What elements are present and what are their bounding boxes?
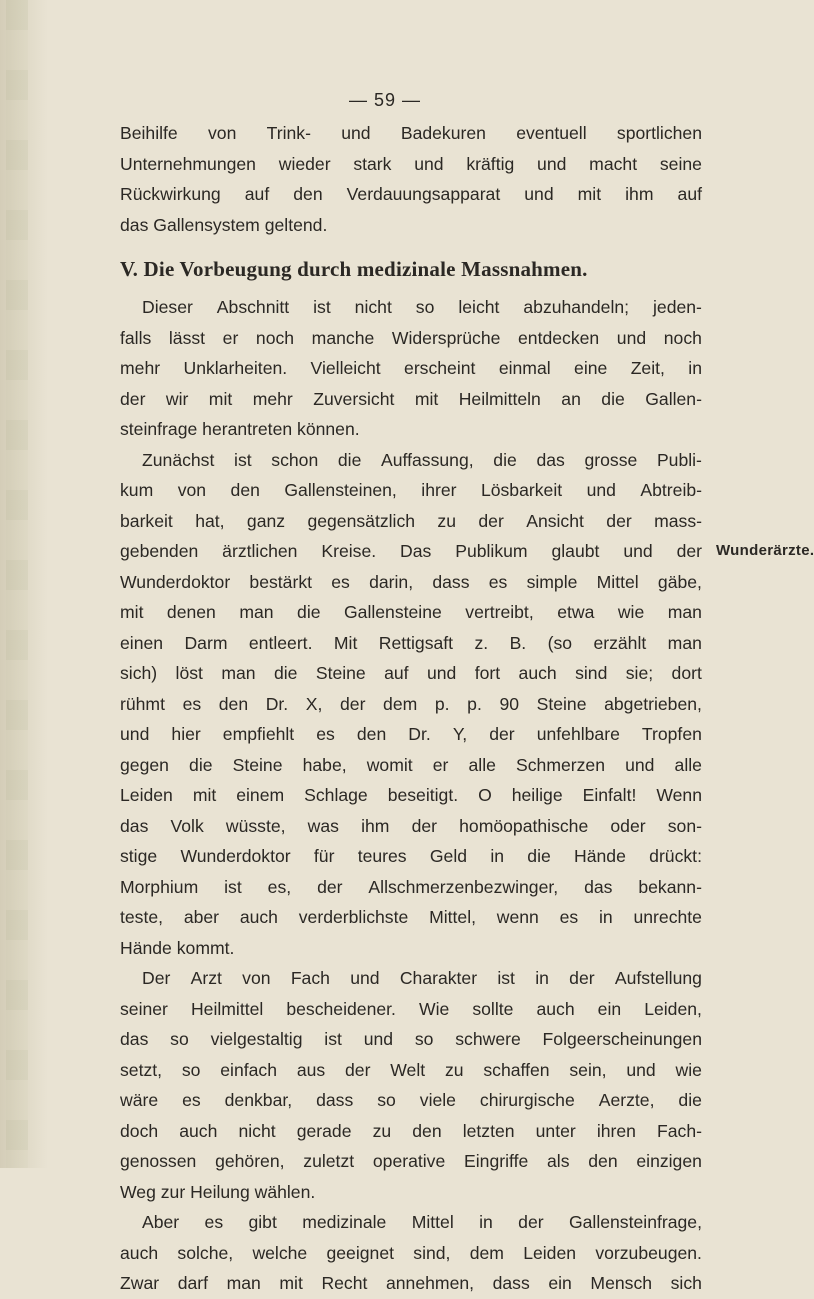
- paragraph-3: [120, 445, 814, 964]
- text-line: gebenden ärztlichen Kreise. Das Publikum glaubt und der: [120, 541, 702, 561]
- text-line: doch auch nicht gerade zu den letzten unter ihren Fach-: [120, 1120, 702, 1141]
- text-block: [120, 118, 814, 1299]
- text-line: Leiden mit einem Schlage beseitigt. O heilige Einfalt! Wenn: [120, 785, 702, 805]
- text-line: und hier empfiehlt es den Dr. Y, der unfehlbare Tropfen: [120, 724, 702, 744]
- text-line: falls lässt er noch manche Widersprüche entdecken und noch: [120, 327, 702, 348]
- paragraph-5: [120, 1207, 702, 1299]
- text-line: mehr Unklarheiten. Vielleicht erscheint einmal eine Zeit, in: [120, 358, 702, 378]
- text-line: Wunderdoktor bestärkt es darin, dass es simple Mittel gäbe,: [120, 571, 702, 592]
- text-line: setzt, so einfach aus der Welt zu schaffen sein, und wie: [120, 1059, 702, 1080]
- text-line: wäre es denkbar, dass so viele chirurgische Aerzte, die: [120, 1090, 702, 1110]
- text-line: Hände kommt.: [120, 937, 235, 958]
- text-line: Weg zur Heilung wählen.: [120, 1181, 316, 1202]
- text-line: mit denen man die Gallensteine vertreibt, etwa wie man: [120, 602, 702, 622]
- paragraph-4: [120, 963, 702, 1207]
- page-number: — 59 —: [348, 90, 422, 110]
- text-line: stige Wunderdoktor für teures Geld in die Hände drückt:: [120, 846, 702, 866]
- text-line: der wir mit mehr Zuversicht mit Heilmitteln an die Gallen-: [120, 388, 702, 409]
- text-line: Morphium ist es, der Allschmerzenbezwinger, das bekann-: [120, 876, 702, 897]
- text-line: Der Arzt von Fach und Charakter ist in der Aufstellung: [142, 968, 702, 988]
- text-line: Zunächst ist schon die Auffassung, die das grosse Publi-: [142, 449, 702, 470]
- text-line: das so vielgestaltig ist und so schwere Folgeerscheinungen: [120, 1029, 702, 1049]
- text-line: auch solche, welche geeignet sind, dem Leiden vorzubeugen.: [120, 1242, 702, 1263]
- text-line: teste, aber auch verderblichste Mittel, wenn es in unrechte: [120, 907, 702, 927]
- text-line: Beihilfe von Trink- und Badekuren eventuell sportlichen: [120, 123, 702, 143]
- text-line: sich) löst man die Steine auf und fort auch sind sie; dort: [120, 663, 702, 683]
- paragraph-1: [120, 118, 702, 240]
- text-line: Unternehmungen wieder stark und kräftig und macht seine: [120, 153, 702, 174]
- text-line: gegen die Steine habe, womit er alle Schmerzen und alle: [120, 754, 702, 775]
- text-line: Zwar darf man mit Recht annehmen, dass ein Mensch sich: [120, 1273, 702, 1293]
- text-line: seiner Heilmittel bescheidener. Wie sollte auch ein Leiden,: [120, 998, 702, 1019]
- text-line: barkeit hat, ganz gegensätzlich zu der Ansicht der mass-: [120, 510, 702, 531]
- text-line: genossen gehören, zuletzt operative Eingriffe als den einzigen: [120, 1151, 702, 1171]
- paragraph-2: [120, 292, 702, 445]
- text-line: steinfrage herantreten können.: [120, 419, 360, 439]
- text-line: kum von den Gallensteinen, ihrer Lösbarkeit und Abtreib-: [120, 480, 702, 500]
- text-line: rühmt es den Dr. X, der dem p. p. 90 Steine abgetrieben,: [120, 693, 702, 714]
- text-line: Rückwirkung auf den Verdauungsapparat und mit ihm auf: [120, 184, 702, 204]
- text-line: das Volk wüsste, was ihm der homöopathische oder son-: [120, 815, 702, 836]
- text-line: Dieser Abschnitt ist nicht so leicht abzuhandeln; jeden-: [142, 297, 702, 317]
- section-heading: V. Die Vorbeugung durch medizinale Massnahmen.: [120, 257, 588, 281]
- page-edge-shadow: [0, 0, 48, 1168]
- text-line-with-margin-note: [120, 536, 814, 567]
- text-line: Aber es gibt medizinale Mittel in der Gallensteinfrage,: [142, 1212, 702, 1232]
- margin-note: Wunderärzte.: [716, 542, 814, 559]
- text-line: das Gallensystem geltend.: [120, 214, 328, 235]
- text-line: einen Darm entleert. Mit Rettigsaft z. B. (so erzählt man: [120, 632, 702, 653]
